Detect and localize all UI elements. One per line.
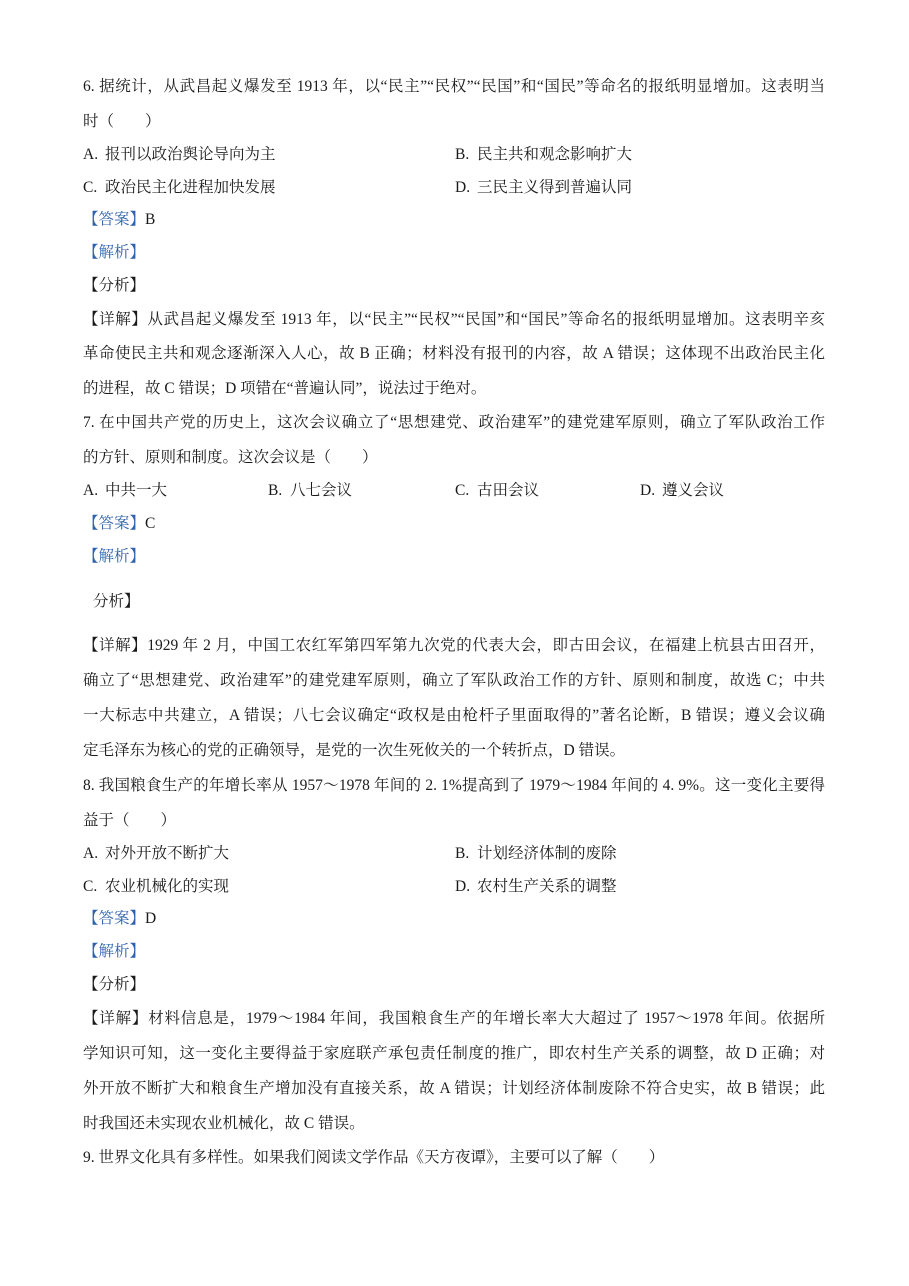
- q7-option-c: [455, 481, 539, 501]
- q8-detail-line-2: 学知识可知，这一变化主要得益于家庭联产承包责任制度的推广，即农村生产关系的调整，故 D 正确；对: [83, 1045, 825, 1062]
- option-text: 对外开放不断扩大: [105, 845, 230, 862]
- q7-option-d: [640, 481, 724, 501]
- q7-answer: [83, 514, 155, 534]
- answer-value: D: [145, 910, 157, 927]
- option-text: 古田会议: [477, 482, 540, 499]
- q6-stem-line-2: 时（ ）: [83, 113, 161, 130]
- answer-label: 【答案】: [83, 211, 146, 228]
- q8-option-a: [83, 844, 229, 864]
- option-text: 遵义会议: [662, 482, 725, 499]
- answer-label: 【答案】: [83, 910, 146, 927]
- option-text: 农业机械化的实现: [105, 878, 230, 895]
- option-label: B.: [268, 482, 283, 499]
- q7-option-a: [83, 481, 167, 501]
- q8-option-c: [83, 877, 229, 897]
- option-label: D.: [640, 482, 656, 499]
- option-text: 三民主义得到普遍认同: [477, 179, 633, 196]
- option-text: 报刊以政治舆论导向为主: [105, 146, 276, 163]
- q7-detail-line-4: 定毛泽东为核心的党的正确领导，是党的一次生死攸关的一个转折点，D 错误。: [83, 742, 626, 759]
- option-label: C.: [455, 482, 470, 499]
- option-label: B.: [455, 146, 470, 163]
- q7-analysis-label: 【解析】: [83, 548, 146, 565]
- q6-option-d: [455, 178, 632, 198]
- q6-option-c: [83, 178, 276, 198]
- q6-option-a: [83, 145, 276, 165]
- q6-answer: [83, 210, 155, 230]
- q6-fenxi-label: 【分析】: [83, 277, 146, 294]
- q8-answer: [83, 909, 156, 929]
- q6-detail-line-2: 革命使民主共和观念逐渐深入人心，故 B 正确；材料没有报刊的内容，故 A 错误；这体现不出政治民主化: [83, 345, 825, 362]
- option-label: A.: [83, 482, 99, 499]
- q7-fenxi-label: 分析】: [93, 593, 140, 610]
- answer-value: B: [145, 211, 156, 228]
- q8-stem-line-2: 益于（ ）: [83, 812, 177, 829]
- q8-option-d: [455, 877, 617, 897]
- q8-analysis-label: 【解析】: [83, 943, 146, 960]
- option-text: 计划经济体制的废除: [477, 845, 617, 862]
- q6-option-b: [455, 145, 632, 165]
- q6-stem-line-1: 6. 据统计，从武昌起义爆发至 1913 年，以“民主”“民权”“民国”和“国民”等命名的报纸明显增加。这表明当: [83, 78, 825, 95]
- option-label: A.: [83, 146, 99, 163]
- option-text: 中共一大: [105, 482, 168, 499]
- q7-detail-line-1: 【详解】1929 年 2 月，中国工农红军第四军第九次党的代表大会，即古田会议，在福建上杭县古田召开，: [83, 637, 825, 654]
- option-label: C.: [83, 878, 98, 895]
- q8-detail-line-4: 时我国还未实现农业机械化，故 C 错误。: [83, 1115, 365, 1132]
- option-label: D.: [455, 878, 471, 895]
- option-text: 政治民主化进程加快发展: [105, 179, 276, 196]
- option-label: B.: [455, 845, 470, 862]
- option-label: C.: [83, 179, 98, 196]
- answer-value: C: [145, 515, 156, 532]
- q8-detail-line-1: 【详解】材料信息是，1979～1984 年间，我国粮食生产的年增长率大大超过了 1957～1978 年间。依据所: [83, 1010, 825, 1027]
- option-text: 农村生产关系的调整: [477, 878, 617, 895]
- q7-detail-line-2: 确立了“思想建党、政治建军”的建党建军原则，确立了军队政治工作的方针、原则和制度，故选 C；中共: [83, 672, 825, 689]
- option-text: 民主共和观念影响扩大: [477, 146, 633, 163]
- q8-stem-line-1: 8. 我国粮食生产的年增长率从 1957～1978 年间的 2. 1%提高到了 1979～1984 年间的 4. 9%。这一变化主要得: [83, 777, 825, 794]
- q6-analysis-label: 【解析】: [83, 244, 146, 261]
- option-label: A.: [83, 845, 99, 862]
- q8-fenxi-label: 【分析】: [83, 976, 146, 993]
- q8-detail-line-3: 外开放不断扩大和粮食生产增加没有直接关系，故 A 错误；计划经济体制废除不符合史实，故 B 错误；此: [83, 1080, 825, 1097]
- q7-detail-line-3: 一大标志中共建立，A 错误；八七会议确定“政权是由枪杆子里面取得的”著名论断，B 错误；遵义会议确: [83, 707, 825, 724]
- answer-label: 【答案】: [83, 515, 146, 532]
- q7-stem-line-1: 7. 在中国共产党的历史上，这次会议确立了“思想建党、政治建军”的建党建军原则，确立了军队政治工作: [83, 414, 825, 431]
- q7-stem-line-2: 的方针、原则和制度。这次会议是（ ）: [83, 449, 378, 466]
- option-label: D.: [455, 179, 471, 196]
- q6-detail-line-1: 【详解】从武昌起义爆发至 1913 年，以“民主”“民权”“民国”和“国民”等命名的报纸明显增加。这表明辛亥: [83, 311, 825, 328]
- q9-stem-line-1: 9. 世界文化具有多样性。如果我们阅读文学作品《天方夜谭》，主要可以了解（ ）: [83, 1149, 665, 1166]
- q7-option-b: [268, 481, 352, 501]
- option-text: 八七会议: [290, 482, 353, 499]
- q8-option-b: [455, 844, 617, 864]
- q6-detail-line-3: 的进程，故 C 错误；D 项错在“普遍认同”，说法过于绝对。: [83, 380, 487, 397]
